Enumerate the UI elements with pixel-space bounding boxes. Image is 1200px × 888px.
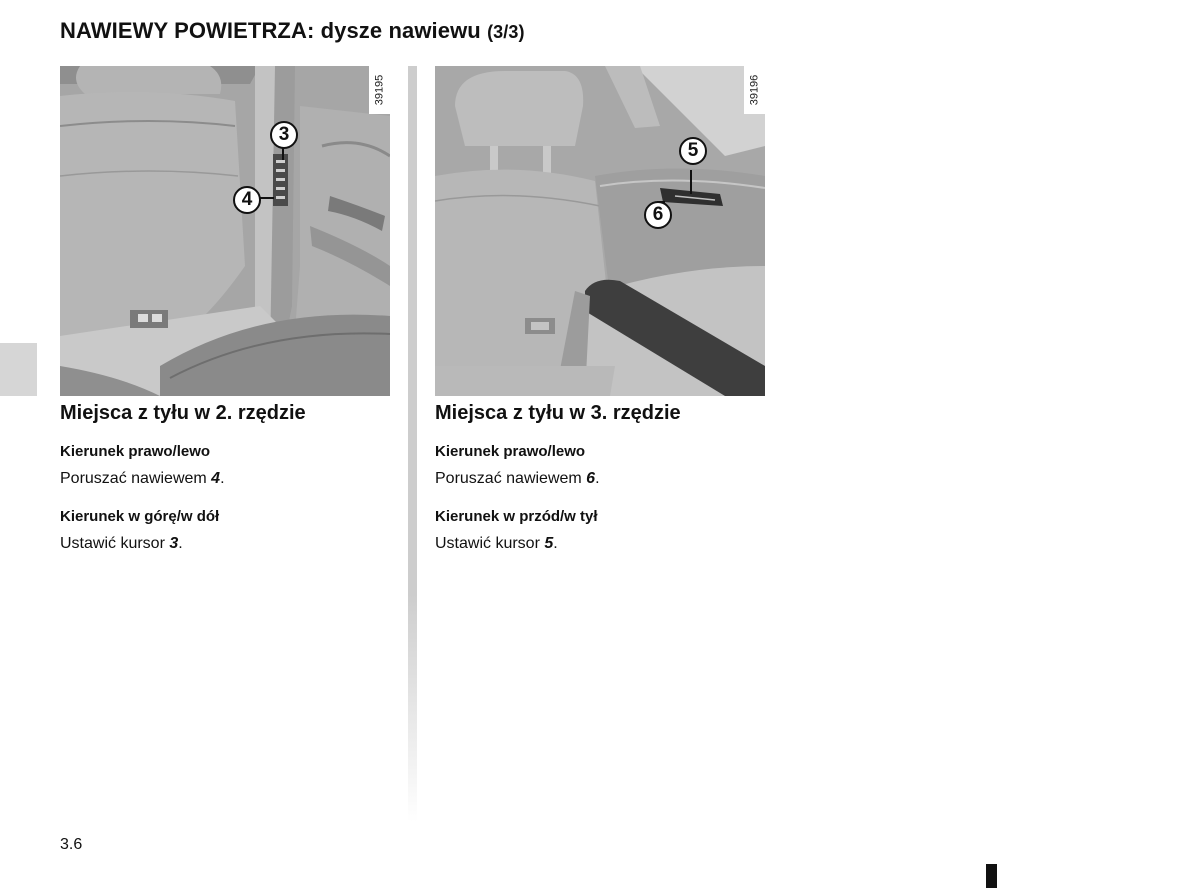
column-divider bbox=[408, 66, 417, 822]
instruction-prefix: Ustawić kursor bbox=[435, 535, 545, 552]
figure-code bbox=[369, 66, 390, 114]
callout-3: 3 bbox=[270, 121, 298, 149]
instruction-suffix: . bbox=[553, 535, 558, 552]
third-row-illustration bbox=[435, 66, 765, 396]
reference-number: 6 bbox=[586, 470, 596, 487]
instruction-prefix: Poruszać nawiewem bbox=[60, 470, 212, 487]
page-number: 3.6 bbox=[60, 836, 83, 853]
page-title-part: (3/3) bbox=[487, 22, 525, 42]
instruction-suffix: . bbox=[595, 470, 600, 487]
subheading-left-right: Kierunek prawo/lewo bbox=[435, 443, 586, 460]
chapter-tab bbox=[0, 343, 37, 396]
callout-6: 6 bbox=[644, 201, 672, 229]
figure-code bbox=[744, 66, 765, 114]
instruction-suffix: . bbox=[220, 470, 225, 487]
instruction-prefix: Ustawić kursor bbox=[60, 535, 170, 552]
second-row-illustration bbox=[60, 66, 390, 396]
instruction-text bbox=[60, 470, 225, 488]
instruction-text bbox=[435, 535, 558, 553]
subheading-front-back: Kierunek w przód/w tył bbox=[435, 508, 598, 525]
subheading-left-right: Kierunek prawo/lewo bbox=[60, 443, 211, 460]
section-title: Miejsca z tyłu w 3. rzędzie bbox=[435, 402, 681, 424]
figure-code-text: 39195 bbox=[373, 74, 386, 106]
callout-5: 5 bbox=[679, 137, 707, 165]
section-second-row bbox=[60, 400, 400, 552]
instruction-text bbox=[60, 535, 183, 553]
figure-second-row bbox=[60, 66, 390, 396]
section-third-row bbox=[435, 400, 775, 552]
page-title-text: NAWIEWY POWIETRZA: dysze nawiewu bbox=[60, 18, 481, 43]
instruction-text bbox=[435, 470, 600, 488]
figure-code-text: 39196 bbox=[748, 74, 761, 106]
figure-third-row bbox=[435, 66, 765, 396]
callout-4: 4 bbox=[233, 186, 261, 214]
subheading-up-down: Kierunek w górę/w dół bbox=[60, 508, 220, 525]
instruction-prefix: Poruszać nawiewem bbox=[435, 470, 587, 487]
thumb-index-mark bbox=[986, 864, 997, 888]
reference-number: 4 bbox=[211, 470, 221, 487]
instruction-suffix: . bbox=[178, 535, 183, 552]
reference-number: 3 bbox=[169, 535, 179, 552]
reference-number: 5 bbox=[544, 535, 554, 552]
section-title: Miejsca z tyłu w 2. rzędzie bbox=[60, 402, 306, 424]
page-title bbox=[60, 18, 525, 44]
